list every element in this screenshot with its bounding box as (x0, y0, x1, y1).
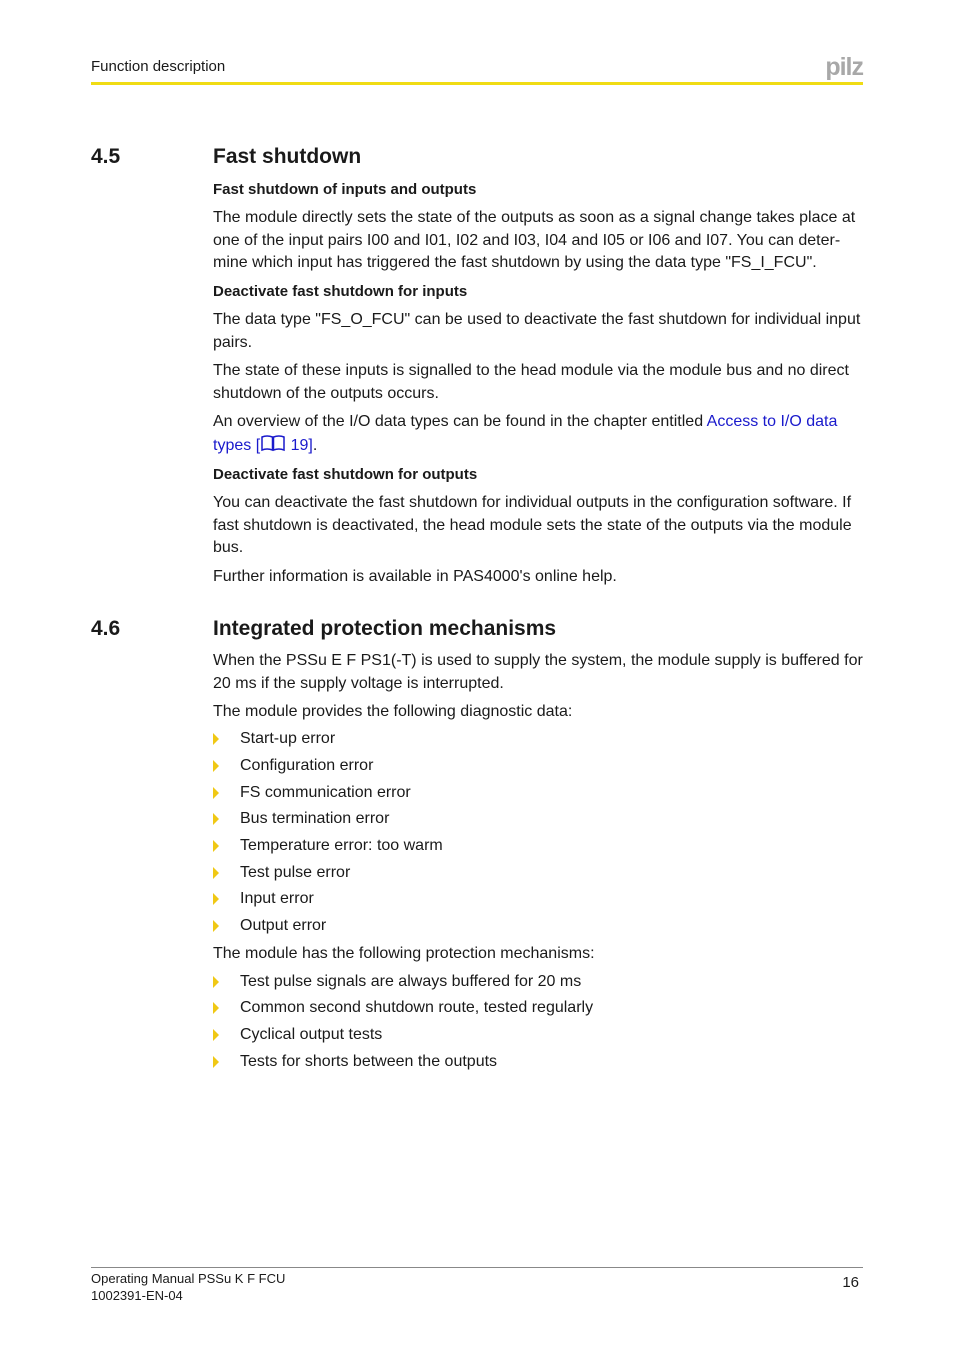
chapter-link-text[interactable]: Access to I/O data types [ (213, 413, 838, 454)
footer-info (91, 1270, 285, 1304)
page-header (91, 53, 863, 85)
paragraph-with-link (213, 411, 865, 457)
document-number: 1002391-EN-04 (91, 1288, 183, 1303)
bullet-arrow-icon (213, 760, 219, 772)
bullet-arrow-icon (213, 840, 219, 852)
bullet-arrow-icon (213, 1056, 219, 1068)
bullet-arrow-icon (213, 1029, 219, 1041)
bullet-arrow-icon (213, 813, 219, 825)
footer-divider (91, 1267, 863, 1268)
header-title: Function description (91, 58, 226, 75)
bullet-arrow-icon (213, 787, 219, 799)
paragraph: The state of these inputs is signalled to the head module via the module bus and no direct shutdown of the outputs occurs. (213, 362, 849, 402)
section-title: Integrated protection mechanisms (213, 617, 557, 640)
book-icon (260, 434, 286, 452)
bullet-arrow-icon (213, 893, 219, 905)
paragraph: The module directly sets the state of the outputs as soon as a signal change takes place at one of the input pairs I00 and I01, I02 and I03, I04 and I05 or I06 and I07. You can deter-mine which input has triggered the fast shutdown by using the data type "FS_I_FCU". (213, 209, 856, 271)
paragraph: When the PSSu E F PS1(-T) is used to supply the system, the module supply is buffered for 20 ms if the supply voltage is interrupted. (213, 652, 863, 692)
bullet-arrow-icon (213, 1002, 219, 1014)
paragraph: The module provides the following diagnostic data: (213, 703, 573, 720)
chapter-link-page[interactable]: 19] (286, 436, 313, 454)
section-number: 4.5 (91, 145, 121, 168)
manual-title: Operating Manual PSSu K F FCU (91, 1271, 286, 1286)
subheading: Deactivate fast shutdown for inputs (213, 283, 468, 300)
paragraph: The module has the following protection mechanisms: (213, 945, 595, 962)
link-suffix: . (312, 436, 318, 454)
paragraph: You can deactivate the fast shutdown for individual outputs in the configuration software. If fast shutdown is deactivated, the head module sets the state of the outputs via the module bus. (213, 494, 852, 556)
bullet-arrow-icon (213, 733, 219, 745)
link-prefix: An overview of the I/O data types can be found in the chapter entitled (213, 413, 707, 430)
section-title: Fast shutdown (213, 145, 362, 168)
subheading: Deactivate fast shutdown for outputs (213, 466, 478, 483)
pilz-logo: pilz (825, 53, 863, 81)
section-number: 4.6 (91, 617, 121, 640)
page-number: 16 (842, 1274, 859, 1291)
subheading: Fast shutdown of inputs and outputs (213, 181, 477, 198)
bullet-arrow-icon (213, 867, 219, 879)
paragraph: Further information is available in PAS4000's online help. (213, 568, 617, 585)
paragraph: The data type "FS_O_FCU" can be used to deactivate the fast shutdown for individual input pairs. (213, 311, 861, 351)
bullet-arrow-icon (213, 976, 219, 988)
bullet-arrow-icon (213, 920, 219, 932)
